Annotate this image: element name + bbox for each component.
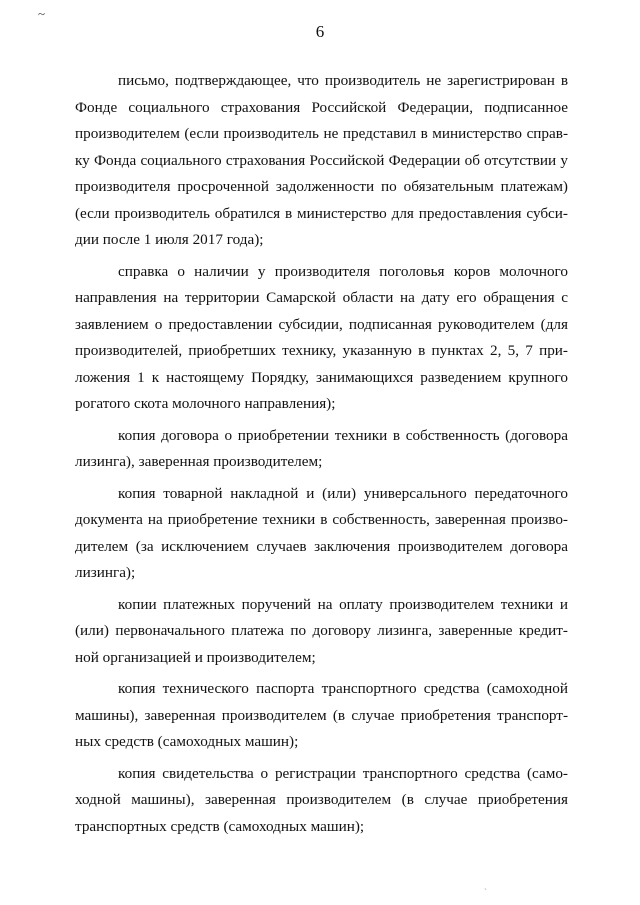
text-line: рогатого скота молочного направления); bbox=[75, 395, 336, 412]
text-line: направления на территории Самарской области на дату его обращения с bbox=[75, 289, 568, 306]
paragraph bbox=[75, 423, 568, 476]
page-number: 6 bbox=[315, 22, 325, 41]
paragraph bbox=[75, 761, 568, 841]
text-line: копия свидетельства о регистрации транспортного средства (само- bbox=[118, 764, 568, 782]
text-line: копии платежных поручений на оплату производителем техники и bbox=[118, 595, 568, 613]
text-line: копия товарной накладной и (или) универсального передаточного bbox=[118, 484, 568, 502]
text-line: (или) первоначального платежа по договору лизинга, заверенные кредит- bbox=[75, 622, 568, 639]
paragraph bbox=[75, 259, 568, 418]
text-line: ной организацией и производителем; bbox=[75, 648, 316, 666]
text-line: письмо, подтверждающее, что производитель не зарегистрирован в bbox=[118, 72, 568, 89]
text-line: лизинга), заверенная производителем; bbox=[75, 453, 323, 470]
corner-scan-mark: ~ bbox=[38, 6, 47, 21]
text-line: документа на приобретение техники в собственность, заверенная произво- bbox=[75, 511, 568, 528]
text-line: справка о наличии у производителя поголовья коров молочного bbox=[118, 262, 568, 280]
text-line: производителя просроченной задолженности по обязательным платежам) bbox=[75, 178, 568, 195]
text-line: дителем (за исключением случаев заключения производителем договора bbox=[75, 537, 568, 555]
text-line: дии после 1 июля 2017 года); bbox=[75, 231, 264, 248]
text-line: ложения 1 к настоящему Порядку, занимающихся разведением крупного bbox=[75, 368, 568, 386]
text-line: транспортных средств (самоходных машин); bbox=[75, 817, 365, 835]
text-line: производителей, приобретших технику, указанную в пунктах 2, 5, 7 при- bbox=[75, 342, 568, 359]
text-line: производителем (если производитель не представил в министерство справ- bbox=[75, 125, 568, 142]
text-line: копия технического паспорта транспортного средства (самоходной bbox=[118, 680, 568, 697]
text-line: копия договора о приобретении техники в собственность (договора bbox=[118, 426, 568, 444]
text-line: ку Фонда социального страхования Российской Федерации об отсутствии у bbox=[75, 151, 568, 169]
text-line: машины), заверенная производителем (в случае приобретения транспорт- bbox=[75, 706, 568, 724]
paragraph bbox=[75, 592, 568, 672]
text-line: заявлением о предоставлении субсидии, подписанная руководителем (для bbox=[75, 315, 568, 333]
text-line: Фонде социального страхования Российской Федерации, подписанное bbox=[75, 98, 568, 116]
paragraph bbox=[75, 676, 568, 756]
scan-artifact: ˎ bbox=[484, 880, 487, 890]
text-line: ходной машины), заверенная производителем (в случае приобретения bbox=[75, 791, 568, 808]
paragraph bbox=[75, 481, 568, 587]
text-line: ных средств (самоходных машин); bbox=[75, 733, 299, 750]
paragraph bbox=[75, 68, 568, 254]
text-line: (если производитель обратился в министерство для предоставления субси- bbox=[75, 204, 568, 222]
text-line: лизинга); bbox=[75, 564, 136, 581]
document-body bbox=[75, 68, 568, 840]
